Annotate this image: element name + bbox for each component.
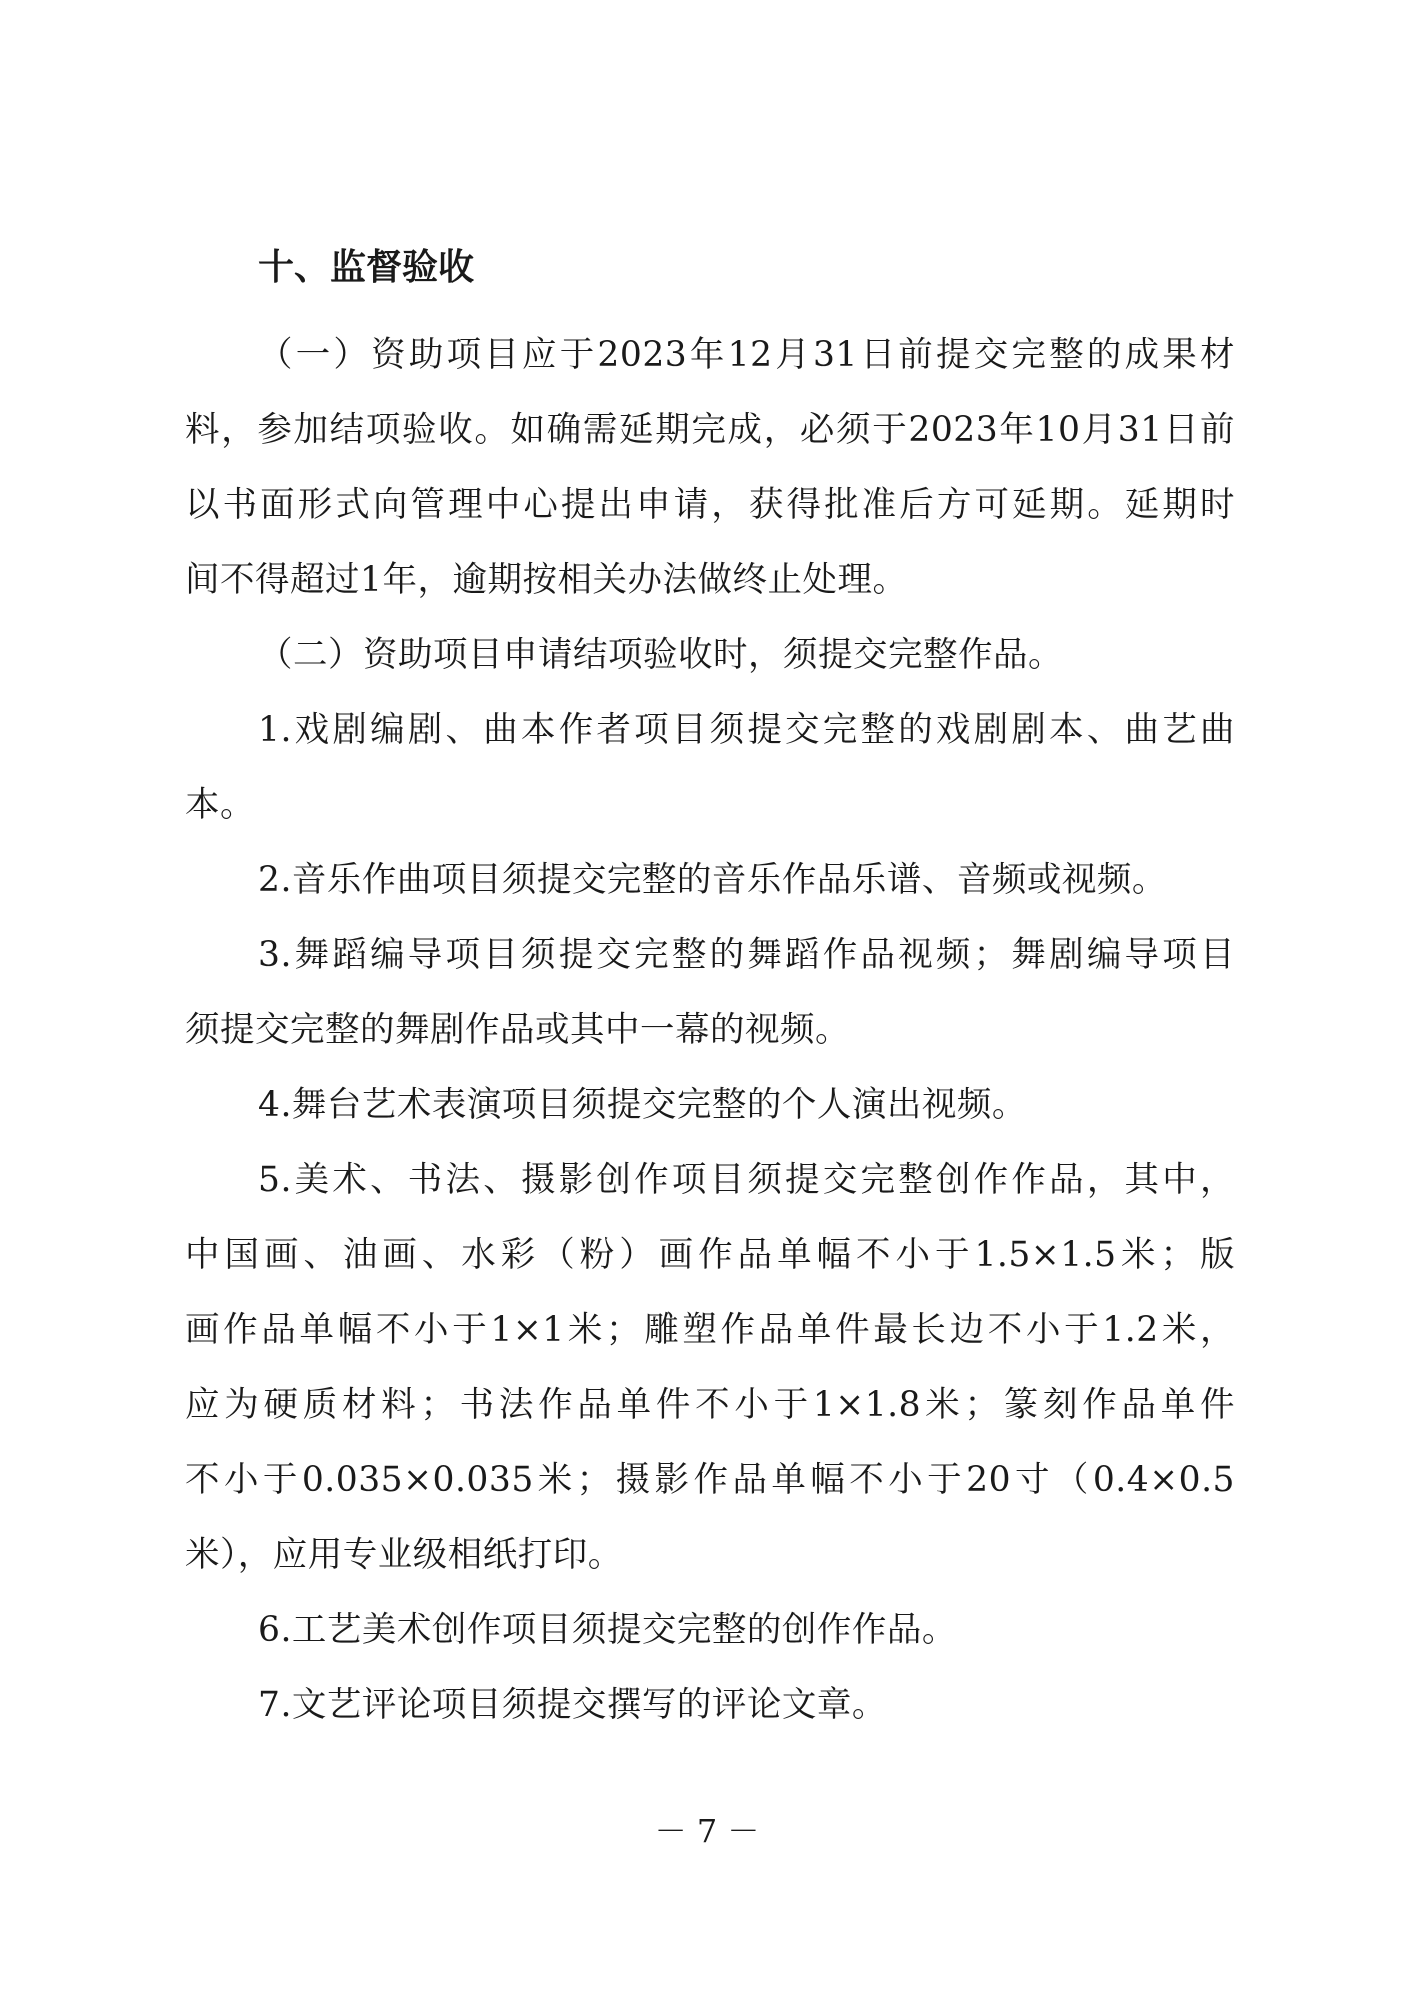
page-number: － 7 － (654, 1812, 760, 1850)
paragraph-line: 米），应用专业级相纸打印。 (185, 1535, 623, 1575)
paragraph-line: 料，参加结项验收。如确需延期完成，必须于2023年10月31日前 (185, 410, 1235, 450)
paragraph-line: 须提交完整的舞剧作品或其中一幕的视频。 (185, 1010, 850, 1050)
paragraph-line: 不小于0.035×0.035米；摄影作品单幅不小于20寸（0.4×0.5 (185, 1460, 1235, 1500)
paragraph-line: （一）资助项目应于2023年12月31日前提交完整的成果材 (258, 335, 1235, 375)
paragraph-line: 间不得超过1年，逾期按相关办法做终止处理。 (185, 560, 908, 600)
paragraph-line: （二）资助项目申请结项验收时，须提交完整作品。 (258, 635, 1063, 675)
paragraph-line: 3.舞蹈编导项目须提交完整的舞蹈作品视频；舞剧编导项目 (258, 935, 1235, 975)
section-heading: 十、监督验收 (258, 247, 475, 288)
paragraph-line: 画作品单幅不小于1×1米；雕塑作品单件最长边不小于1.2米， (185, 1310, 1235, 1350)
paragraph-line: 2.音乐作曲项目须提交完整的音乐作品乐谱、音频或视频。 (258, 860, 1167, 900)
paragraph-line: 应为硬质材料；书法作品单件不小于1×1.8米；篆刻作品单件 (185, 1385, 1235, 1425)
paragraph-line: 1.戏剧编剧、曲本作者项目须提交完整的戏剧剧本、曲艺曲 (258, 710, 1235, 750)
paragraph-line: 本。 (185, 785, 255, 825)
paragraph-line: 4.舞台艺术表演项目须提交完整的个人演出视频。 (258, 1085, 1027, 1125)
paragraph-line: 以书面形式向管理中心提出申请，获得批准后方可延期。延期时 (185, 485, 1235, 525)
paragraph-line: 中国画、油画、水彩（粉）画作品单幅不小于1.5×1.5米；版 (185, 1235, 1235, 1275)
paragraph-line: 6.工艺美术创作项目须提交完整的创作作品。 (258, 1610, 957, 1650)
paragraph-line: 7.文艺评论项目须提交撰写的评论文章。 (258, 1685, 887, 1725)
paragraph-line: 5.美术、书法、摄影创作项目须提交完整创作作品，其中， (258, 1160, 1235, 1200)
